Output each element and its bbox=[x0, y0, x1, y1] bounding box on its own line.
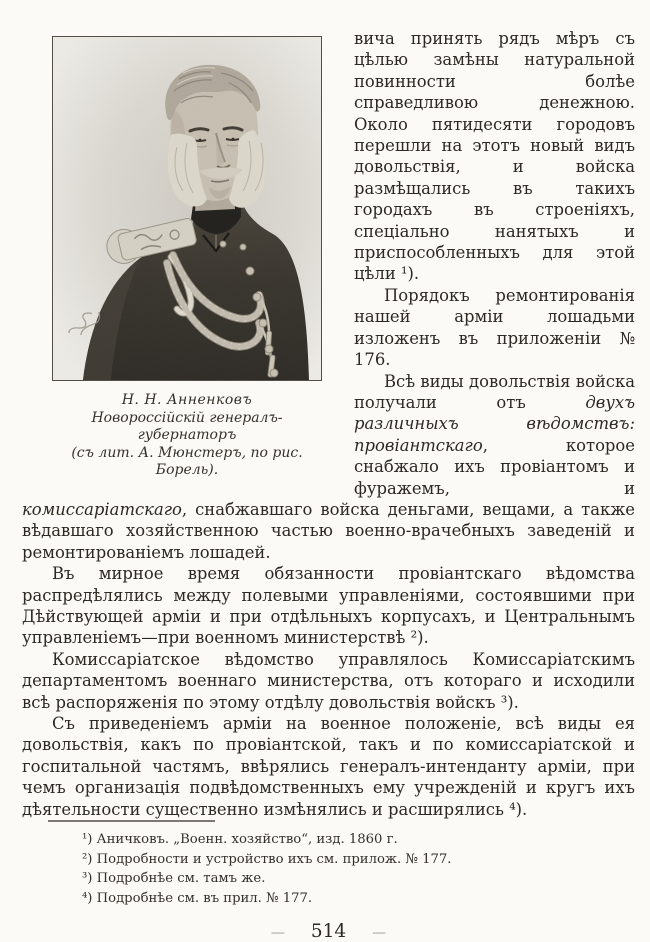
footnote-item: ⁴) Подробнѣе см. въ прил. № 177. bbox=[82, 890, 313, 906]
body-text bbox=[22, 28, 635, 820]
text-run: Всѣ виды довольствія войска получали отъ bbox=[354, 371, 635, 412]
footnote-divider bbox=[48, 820, 215, 822]
figure-caption-name: Н. Н. Анненковъ bbox=[121, 392, 253, 408]
body-paragraph bbox=[22, 713, 635, 820]
text-run: , которое снабжало ихъ провіантомъ и фуражемъ, и bbox=[354, 435, 635, 498]
portrait-figure bbox=[52, 36, 322, 480]
figure-caption bbox=[52, 392, 322, 480]
text-run: Порядокъ ремонтированія нашей арміи лошадьми изложенъ въ приложеніи № 176. bbox=[354, 285, 635, 370]
footnotes-list bbox=[82, 830, 635, 908]
footnote-item: ¹) Аничковъ. „Военн. хозяйство“, изд. 1860 г. bbox=[82, 832, 398, 848]
page-footer bbox=[22, 820, 635, 942]
footnote-item: ³) Подробнѣе см. тамъ же. bbox=[82, 871, 266, 887]
text-run: Комиссаріатское вѣдомство управлялось Комиссаріатскимъ департаментомъ военнаго министерства, отъ котораго и исходили всѣ распоряженія по этому отдѣлу довольствія войскъ ³). bbox=[22, 649, 635, 712]
portrait-lithograph-image bbox=[53, 37, 321, 380]
page-number-left-dash: — bbox=[270, 925, 285, 942]
page-number-row bbox=[22, 921, 635, 942]
page-number-right-dash: — bbox=[372, 925, 387, 942]
emphasis-text: комиссаріатскаго bbox=[22, 499, 182, 519]
figure-caption-title: Новороссійскій генералъ-губернаторъ bbox=[91, 409, 283, 444]
figure-caption-credit: (съ лит. А. Мюнстеръ, по рис. Борель). bbox=[71, 444, 303, 479]
body-paragraph bbox=[22, 563, 635, 649]
text-run: , снабжавшаго войска деньгами, вещами, а также вѣдавшаго хозяйственною частью военно-врачебныхъ заведеній и ремонтированіемъ лошадей. bbox=[22, 499, 635, 562]
text-run: вича принять рядъ мѣръ съ цѣлью замѣны натуральной повинности болѣе справедливою денежною. Около пятидесяти городовъ перешли на этотъ новый видъ довольствія, и войска размѣщались въ такихъ городахъ въ строеніяхъ, спеціально нанятыхъ и приспособленныхъ для этой цѣли ¹). bbox=[354, 29, 635, 284]
text-run: Съ приведеніемъ арміи на военное положеніе, всѣ виды ея довольствія, какъ по провіантской, такъ и по комиссаріатской и госпитальной частямъ, ввѣрялись генералъ-интенданту арміи, при чемъ организація подвѣдомственныхъ ему учрежденій и кругъ ихъ дѣятельности существенно измѣнялись и расширялись ⁴). bbox=[22, 714, 635, 819]
emphasis-text: двухъ различныхъ вѣдомствъ: провіантскаго bbox=[354, 392, 635, 455]
footnote-item: ²) Подробности и устройство ихъ см. прилож. № 177. bbox=[82, 851, 452, 867]
page-number: 514 bbox=[310, 921, 347, 942]
body-paragraph bbox=[22, 649, 635, 713]
portrait-frame bbox=[52, 36, 322, 381]
text-run: Въ мирное время обязанности провіантскаго вѣдомства распредѣлялись между полевыми управленіями, состоявшими при Дѣйствующей арміи и при отдѣльныхъ корпусахъ, и Центральнымъ управленіемъ—при военномъ министерствѣ ²). bbox=[22, 564, 635, 648]
